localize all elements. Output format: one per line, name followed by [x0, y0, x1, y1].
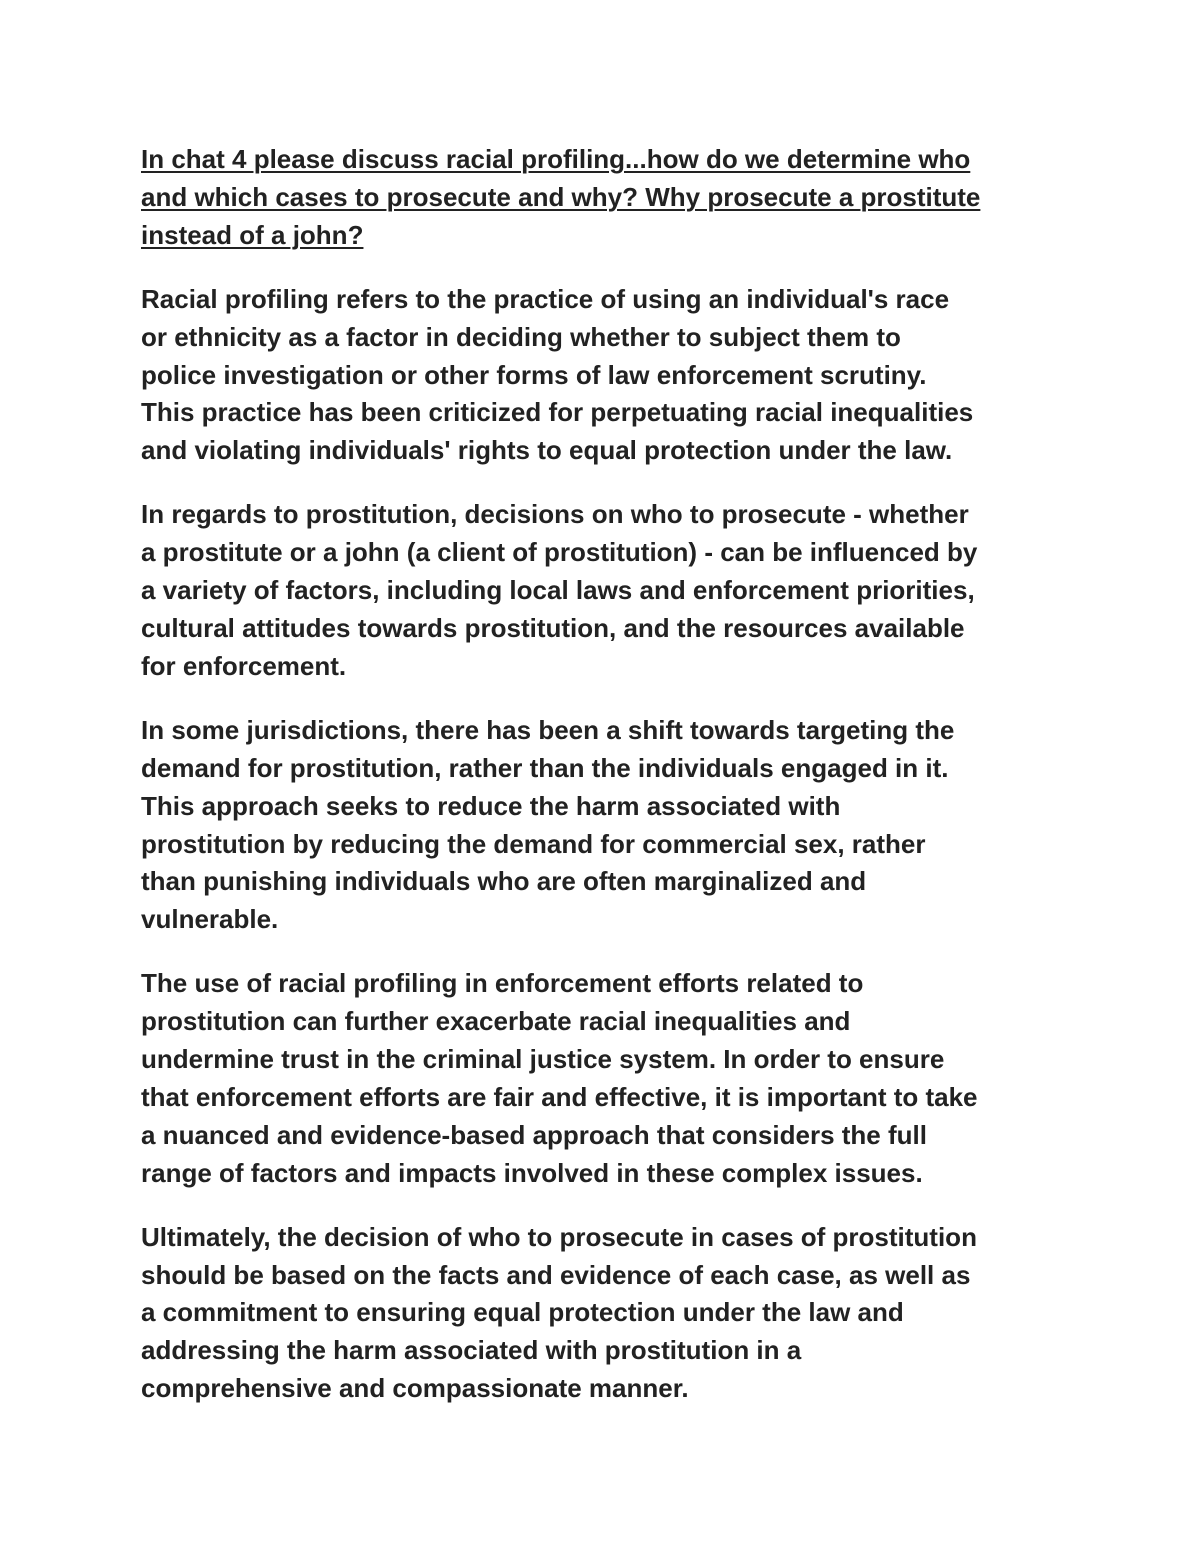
document-body [141, 141, 1071, 1434]
paragraph-racial-profiling-definition [141, 281, 1071, 471]
heading-line: In chat 4 please discuss racial profiling...how do we determine who [141, 144, 971, 174]
paragraph-line: The use of racial profiling in enforcement efforts related to [141, 968, 864, 999]
paragraph-line: a variety of factors, including local laws and enforcement priorities, [141, 575, 975, 606]
paragraph-line: police investigation or other forms of law enforcement scrutiny. [141, 359, 927, 390]
paragraph-profiling-in-enforcement [141, 965, 1071, 1192]
heading-line: and which cases to prosecute and why? Why prosecute a prostitute [141, 181, 981, 212]
paragraph-line: a nuanced and evidence-based approach that considers the full [141, 1119, 927, 1150]
paragraph-line: should be based on the facts and evidence of each case, as well as [141, 1259, 971, 1290]
paragraph-line: addressing the harm associated with prostitution in a [141, 1335, 802, 1366]
paragraph-line: prostitution by reducing the demand for commercial sex, rather [141, 828, 926, 859]
paragraph-line: vulnerable. [141, 904, 279, 935]
paragraph-line: or ethnicity as a factor in deciding whether to subject them to [141, 321, 901, 352]
paragraph-line: a prostitute or a john (a client of prostitution) - can be influenced by [141, 537, 978, 568]
paragraph-line: comprehensive and compassionate manner. [141, 1373, 689, 1404]
question-heading [141, 141, 1071, 255]
paragraph-line: This practice has been criticized for perpetuating racial inequalities [141, 397, 974, 428]
heading-line: instead of a john? [141, 219, 364, 250]
paragraph-line: Ultimately, the decision of who to prosecute in cases of prostitution [141, 1221, 977, 1252]
paragraph-demand-targeting [141, 712, 1071, 939]
paragraph-line: In regards to prostitution, decisions on who to prosecute - whether [141, 499, 969, 530]
paragraph-line: than punishing individuals who are often marginalized and [141, 866, 867, 897]
paragraph-line: and violating individuals' rights to equal protection under the law. [141, 435, 953, 466]
paragraph-line: demand for prostitution, rather than the individuals engaged in it. [141, 752, 949, 783]
paragraph-conclusion [141, 1219, 1071, 1409]
paragraph-line: range of factors and impacts involved in these complex issues. [141, 1157, 923, 1188]
paragraph-line: for enforcement. [141, 650, 347, 681]
paragraph-line: Racial profiling refers to the practice of using an individual's race [141, 283, 950, 314]
paragraph-line: undermine trust in the criminal justice system. In order to ensure [141, 1044, 945, 1075]
paragraph-prosecution-factors [141, 496, 1071, 686]
paragraph-line: cultural attitudes towards prostitution, and the resources available [141, 612, 965, 643]
paragraph-line: This approach seeks to reduce the harm associated with [141, 790, 841, 821]
paragraph-line: a commitment to ensuring equal protection under the law and [141, 1297, 904, 1328]
paragraph-line: prostitution can further exacerbate racial inequalities and [141, 1006, 851, 1037]
paragraph-line: that enforcement efforts are fair and effective, it is important to take [141, 1081, 978, 1112]
paragraph-line: In some jurisdictions, there has been a shift towards targeting the [141, 714, 955, 745]
